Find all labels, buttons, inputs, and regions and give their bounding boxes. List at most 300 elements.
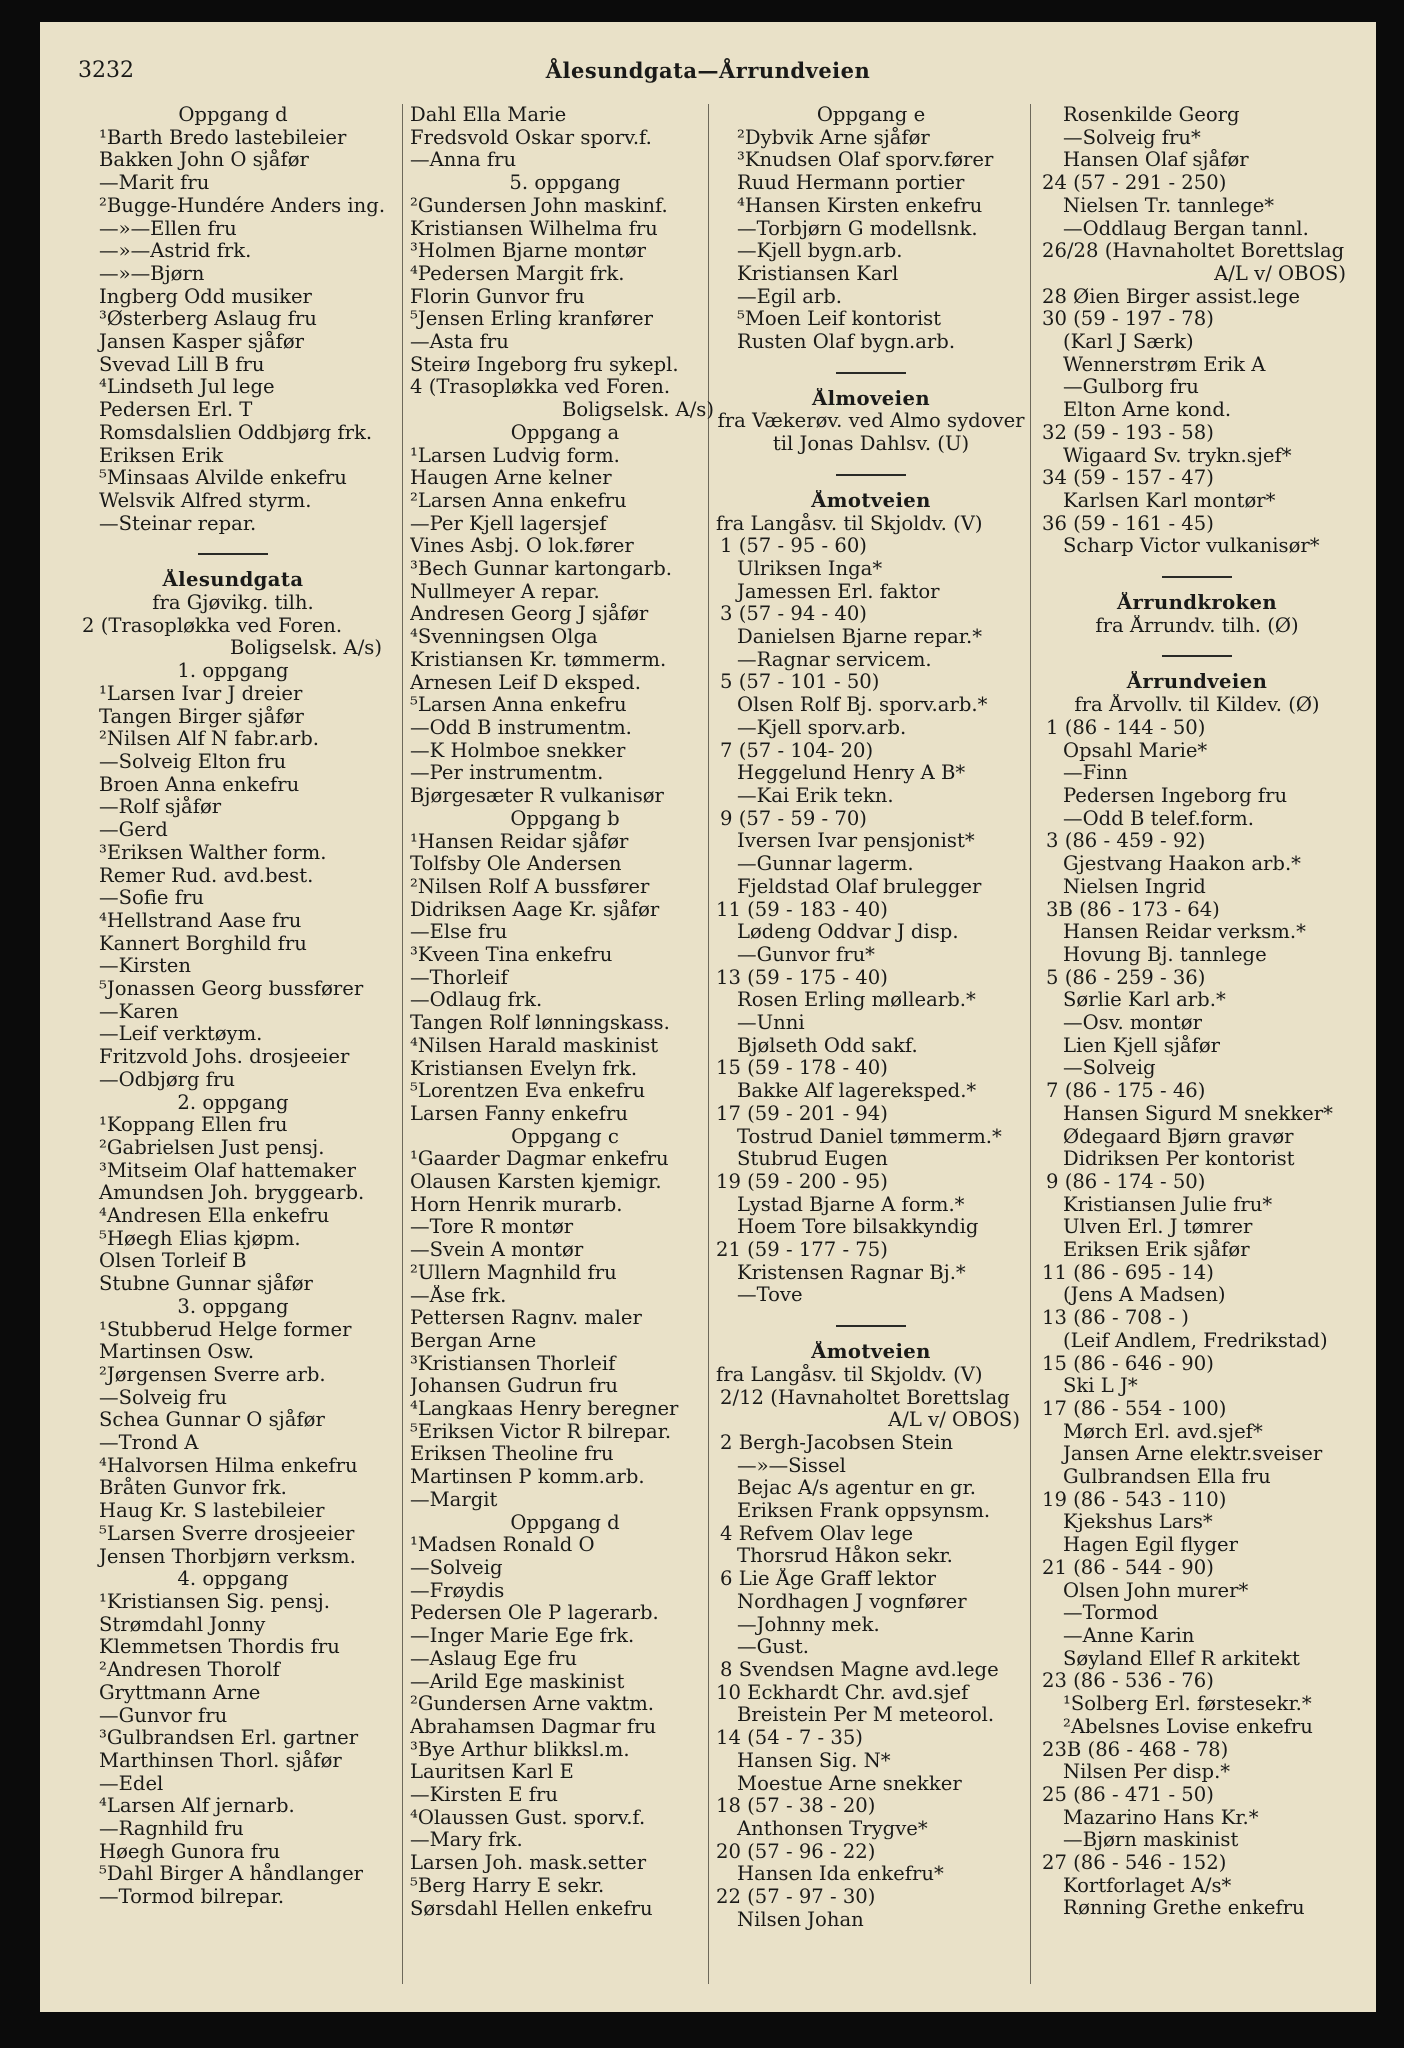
section-rule [198, 553, 268, 555]
entry-line: ³Bye Arthur blikksl.m. [410, 1738, 630, 1761]
resident-entry: Bjølseth Odd sakf. [737, 1034, 918, 1057]
resident-entry: Eriksen Frank oppsynsm. [737, 1500, 991, 1523]
section-rule [836, 372, 906, 374]
entry-line: —Arild Ege maskinist [410, 1670, 625, 1693]
entry-line: Dahl Ella Marie [410, 104, 567, 126]
resident-entry: Fritzvold Johs. drosjeeier [99, 1046, 350, 1069]
resident-entry: Jansen Arne elektr.sveiser [1063, 1443, 1323, 1466]
resident-entry: Thorsrud Håkon sekr. [737, 1545, 953, 1568]
resident-entry: —Unni [737, 1012, 805, 1035]
entry-line: ⁴Langkaas Henry beregner [410, 1398, 679, 1421]
entry-line: Larsen Joh. mask.setter [410, 1852, 647, 1875]
resident-entry: Stubne Gunnar sjåfør [99, 1273, 313, 1296]
resident-entry: —Johnny mek. [737, 1613, 880, 1636]
entry-line: ²Ullern Magnhild fru [410, 1261, 617, 1284]
resident-entry: Didriksen Per kontorist [1063, 1148, 1295, 1171]
resident-entry: ²Andresen Thorolf [99, 1659, 280, 1682]
section-rule [1162, 576, 1232, 578]
entry-line: —Per instrumentm. [410, 762, 604, 785]
house-number-line: 3 (57 - 94 - 40) [720, 603, 867, 626]
resident-entry: ⁴Hansen Kirsten enkefru [737, 194, 983, 217]
entry-line: ²Nilsen Rolf A bussfører [410, 875, 650, 898]
resident-entry: —Solveig [1063, 1057, 1156, 1080]
resident-entry: —Egil arb. [737, 285, 843, 308]
entry-line: —Inger Marie Ege frk. [410, 1625, 635, 1648]
resident-entry: Kristensen Ragnar Bj.* [737, 1261, 966, 1284]
resident-entry: —Sofie fru [99, 887, 204, 910]
resident-entry: Jamessen Erl. faktor [737, 580, 940, 603]
continuation-line: A/L v/ OBOS) [1214, 262, 1346, 285]
resident-entry: Martinsen Osw. [99, 1341, 255, 1364]
resident-entry: Karlsen Karl montør* [1063, 489, 1276, 512]
subheading: Oppgang a [510, 421, 620, 444]
resident-entry: Elton Arne kond. [1063, 399, 1232, 422]
resident-entry: —Steinar repar. [99, 512, 257, 535]
column-divider [1030, 104, 1031, 1984]
street-heading: Årrundkroken [1116, 592, 1278, 615]
subheading: 4. oppgang [177, 1568, 289, 1591]
entry-line: Florin Gunvor fru [410, 285, 585, 308]
entry-line: Lauritsen Karl E [410, 1761, 574, 1784]
resident-entry: ¹Solberg Erl. førstesekr.* [1063, 1693, 1312, 1716]
entry-line: fra Langåsv. til Skjoldv. (V) [716, 1363, 983, 1386]
resident-entry: Hoem Tore bilsakkyndig [737, 1216, 979, 1239]
entry-line: 11 (59 - 183 - 40) [716, 898, 888, 921]
entry-line: Didriksen Aage Kr. sjåfør [410, 898, 660, 921]
column-4 [1042, 104, 1352, 1920]
resident-entry: Wigaard Sv. trykn.sjef* [1063, 444, 1292, 467]
entry-line: 13 (59 - 175 - 40) [716, 966, 888, 989]
resident-entry: Pedersen Ingeborg fru [1063, 784, 1288, 807]
resident-entry: —Gunnar lagerm. [737, 853, 914, 876]
resident-entry: —»—Bjørn [99, 262, 205, 285]
entry-line: Pettersen Ragnv. maler [410, 1307, 642, 1330]
resident-entry: —Kirsten [99, 955, 192, 978]
entry-line: 14 (54 - 7 - 35) [716, 1727, 863, 1750]
house-number-line: 6 Lie Åge Graff lektor [720, 1568, 936, 1591]
entry-line: Nullmeyer A repar. [410, 580, 600, 603]
resident-entry: ⁵Høegh Elias kjøpm. [99, 1227, 301, 1250]
resident-entry: —Odbjørg fru [99, 1068, 235, 1091]
entry-line: 10 Eckhardt Chr. avd.sjef [716, 1681, 969, 1704]
entry-line: —Svein A montør [410, 1239, 584, 1262]
resident-entry: Iversen Ivar pensjonist* [737, 830, 975, 853]
resident-entry: —Gust. [737, 1636, 810, 1659]
resident-entry: Hansen Sig. N* [737, 1749, 891, 1772]
resident-entry: —»—Sissel [737, 1454, 846, 1477]
resident-entry: Gryttmann Arne [99, 1681, 261, 1704]
resident-entry: Ulven Erl. J tømrer [1063, 1216, 1253, 1239]
house-number-line: 5 (57 - 101 - 50) [720, 671, 880, 694]
entry-line: Abrahamsen Dagmar fru [410, 1715, 657, 1738]
resident-entry: Opsahl Marie* [1063, 739, 1208, 762]
resident-entry: —Kjell sporv.arb. [737, 716, 907, 739]
resident-entry: —Kai Erik tekn. [737, 784, 894, 807]
entry-line: 21 (59 - 177 - 75) [716, 1239, 888, 1262]
resident-entry: Heggelund Henry A B* [737, 762, 966, 785]
subheading: fra Årvollv. til Kildev. (Ø) [1074, 694, 1320, 717]
resident-entry: ⁴Halvorsen Hilma enkefru [99, 1454, 358, 1477]
resident-entry: ²Dybvik Arne sjåfør [737, 126, 930, 149]
resident-entry: Hovung Bj. tannlege [1063, 943, 1267, 966]
house-number-line: 3B (86 - 173 - 64) [1046, 898, 1220, 921]
resident-entry: Bråten Gunvor frk. [99, 1477, 287, 1500]
entry-line: Martinsen P komm.arb. [410, 1466, 645, 1489]
resident-entry: —Tormod [1063, 1602, 1159, 1625]
resident-entry: Nielsen Ingrid [1063, 875, 1206, 898]
resident-entry: Olsen Torleif B [99, 1250, 247, 1273]
resident-entry: —Rolf sjåfør [99, 796, 222, 819]
resident-entry: Haug Kr. S lastebileier [99, 1500, 325, 1523]
resident-entry: (Karl J Særk) [1063, 331, 1194, 354]
resident-entry: —Bjørn maskinist [1063, 1829, 1239, 1852]
resident-entry: Gjestvang Haakon arb.* [1063, 853, 1301, 876]
house-number-line: 4 Refvem Olav lege [720, 1522, 914, 1545]
entry-line: ⁴Nilsen Harald maskinist [410, 1034, 659, 1057]
resident-entry: (Leif Andlem, Fredrikstad) [1063, 1329, 1328, 1352]
column-divider [402, 104, 403, 1984]
resident-entry: Lødeng Oddvar J disp. [737, 921, 959, 944]
section-rule [836, 474, 906, 476]
resident-entry: Bakken John O sjåfør [99, 149, 309, 172]
resident-entry: ³Eriksen Walther form. [99, 841, 327, 864]
entry-line: Andresen Georg J sjåfør [410, 603, 649, 626]
entry-line: Sørsdahl Hellen enkefru [410, 1897, 653, 1920]
entry-line: 34 (59 - 157 - 47) [1042, 467, 1214, 490]
entry-line: Kristiansen Wilhelma fru [410, 217, 658, 240]
resident-entry: —Solveig fru [99, 1386, 228, 1409]
resident-entry: —Finn [1063, 762, 1128, 785]
entry-line: ⁴Pedersen Margit frk. [410, 262, 625, 285]
entry-line: 28 Øien Birger assist.lege [1042, 285, 1300, 308]
entry-line: 15 (59 - 178 - 40) [716, 1057, 888, 1080]
resident-entry: ²Abelsnes Lovise enkefru [1063, 1715, 1313, 1738]
resident-entry: Wennerstrøm Erik A [1063, 353, 1266, 376]
entry-line: 21 (86 - 544 - 90) [1042, 1556, 1214, 1579]
resident-entry: (Jens A Madsen) [1063, 1284, 1226, 1307]
entry-line: Eriksen Theoline fru [410, 1443, 614, 1466]
entry-line: Vines Asbj. O lok.fører [410, 535, 634, 558]
directory-page [40, 22, 1376, 2012]
entry-line: Bergan Arne [410, 1329, 537, 1352]
entry-line: —K Holmboe snekker [410, 739, 626, 762]
column-1 [78, 104, 388, 1909]
resident-entry: Eriksen Erik [99, 444, 224, 467]
resident-entry: Rønning Grethe enkefru [1063, 1897, 1305, 1920]
house-number-line: 9 (86 - 174 - 50) [1046, 1170, 1206, 1193]
subheading: fra Årrundv. tilh. (Ø) [1095, 614, 1299, 637]
entry-line: ³Kristiansen Thorleif [410, 1352, 616, 1375]
street-heading: Åmotveien [811, 1341, 931, 1364]
entry-line: —Åse frk. [410, 1284, 507, 1307]
entry-line: Arnesen Leif D eksped. [410, 671, 641, 694]
entry-line: —Odlaug frk. [410, 989, 543, 1012]
house-number-line: 8 Svendsen Magne avd.lege [720, 1659, 999, 1681]
resident-entry: ³Gulbrandsen Erl. gartner [99, 1727, 359, 1750]
entry-line: ⁵Berg Harry E sekr. [410, 1874, 605, 1897]
resident-entry: Nielsen Tr. tannlege* [1063, 194, 1275, 217]
resident-entry: Lien Kjell sjåfør [1063, 1034, 1221, 1057]
entry-line: Johansen Gudrun fru [410, 1375, 618, 1398]
subheading: 3. oppgang [177, 1295, 289, 1318]
house-number-line: 2/12 (Havnaholtet Borettslag [720, 1386, 1010, 1409]
entry-line: 18 (57 - 38 - 20) [716, 1795, 876, 1818]
subheading: fra Gjøvikg. tilh. [152, 592, 314, 615]
resident-entry: Hansen Olaf sjåfør [1063, 149, 1249, 172]
entry-line: 23 (86 - 536 - 76) [1042, 1670, 1214, 1693]
entry-line: 19 (86 - 543 - 110) [1042, 1488, 1227, 1511]
resident-entry: —Solveig fru* [1063, 126, 1201, 149]
entry-line: ²Larsen Anna enkefru [410, 489, 627, 512]
resident-entry: —Ragnhild fru [99, 1818, 244, 1841]
entry-line: 20 (57 - 96 - 22) [716, 1840, 876, 1863]
resident-entry: Ski L J* [1063, 1375, 1138, 1398]
resident-entry: Søyland Ellef R arkitekt [1063, 1647, 1300, 1670]
resident-entry: ⁴Hellstrand Aase fru [99, 909, 302, 932]
resident-entry: Jansen Kasper sjåfør [99, 331, 304, 354]
resident-entry: ⁵Minsaas Alvilde enkefru [99, 467, 347, 490]
street-heading: Årrundveien [1126, 671, 1268, 694]
entry-line: 36 (59 - 161 - 45) [1042, 512, 1214, 535]
street-heading: Åmotveien [811, 489, 931, 512]
resident-entry: Hagen Egil flyger [1063, 1534, 1239, 1557]
entry-line: 4 (Trasopløkka ved Foren. [410, 376, 671, 399]
house-number-line: 7 (86 - 175 - 46) [1046, 1080, 1206, 1103]
entry-line: ⁵Jensen Erling kranfører [410, 308, 653, 331]
subheading: til Jonas Dahlsv. (U) [772, 433, 970, 456]
entry-line: 23B (86 - 468 - 78) [1042, 1738, 1229, 1761]
entry-line: ¹Hansen Reidar sjåfør [410, 830, 629, 853]
entry-line: 11 (86 - 695 - 14) [1042, 1261, 1214, 1284]
column-2 [410, 104, 720, 1920]
entry-line: Olausen Karsten kjemigr. [410, 1171, 662, 1194]
entry-line: —Anna fru [410, 149, 517, 172]
resident-entry: Kortforlaget A/s* [1063, 1874, 1232, 1897]
entry-line: 30 (59 - 197 - 78) [1042, 308, 1214, 331]
resident-entry: Hansen Ida enkefru* [737, 1863, 944, 1886]
resident-entry: Fjeldstad Olaf brulegger [737, 875, 982, 898]
continuation-line: Boligselsk. A/s) [229, 637, 382, 660]
resident-entry: Moestue Arne snekker [737, 1772, 962, 1795]
resident-entry: ³Mitseim Olaf hattemaker [99, 1159, 357, 1182]
house-number-line: 2 (Trasopløkka ved Foren. [82, 614, 343, 637]
resident-entry: Ruud Hermann portier [737, 172, 965, 195]
entry-line: Haugen Arne kelner [410, 467, 612, 490]
resident-entry: ³Knudsen Olaf sporv.fører [737, 149, 994, 172]
entry-line: ⁵Larsen Anna enkefru [410, 694, 627, 717]
entry-line: ²Gundersen Arne vaktm. [410, 1693, 655, 1716]
resident-entry: Rusten Olaf bygn.arb. [737, 331, 956, 354]
resident-entry: —Ragnar servicem. [737, 648, 932, 671]
house-number-line: 9 (57 - 59 - 70) [720, 807, 867, 830]
resident-entry: Bejac A/s agentur en gr. [737, 1477, 976, 1500]
resident-entry: Remer Rud. avd.best. [99, 864, 314, 887]
entry-line: —Mary frk. [410, 1829, 523, 1852]
entry-line: —Else fru [410, 921, 508, 944]
subheading: 2. oppgang [177, 1091, 289, 1114]
resident-entry: ¹Stubberud Helge former [99, 1318, 352, 1341]
resident-entry: ²Gabrielsen Just pensj. [99, 1136, 325, 1159]
entry-line: —Asta fru [410, 331, 509, 354]
entry-line: Horn Henrik murarb. [410, 1193, 623, 1216]
entry-line: 24 (57 - 291 - 250) [1042, 172, 1227, 195]
house-number-line: 1 (86 - 144 - 50) [1046, 716, 1206, 739]
entry-line: ¹Gaarder Dagmar enkefru [410, 1148, 669, 1171]
resident-entry: —Marit fru [99, 172, 210, 195]
resident-entry: —Oddlaug Bergan tannl. [1063, 217, 1309, 240]
subheading: Oppgang c [511, 1125, 619, 1148]
subheading: Oppgang e [816, 104, 926, 126]
resident-entry: Nilsen Per disp.* [1063, 1761, 1231, 1784]
resident-entry: Strømdahl Jonny [99, 1613, 266, 1636]
entry-line: ⁵Eriksen Victor R bilrepar. [410, 1420, 672, 1443]
section-rule [1162, 655, 1232, 657]
subheading: Oppgang b [510, 807, 620, 830]
entry-line: Bjørgesæter R vulkanisør [410, 785, 664, 808]
resident-entry: ²Jørgensen Sverre arb. [99, 1363, 326, 1386]
resident-entry: Tostrud Daniel tømmerm.* [737, 1125, 1002, 1148]
resident-entry: —Gulborg fru [1063, 376, 1199, 399]
continuation-line: A/L v/ OBOS) [888, 1409, 1020, 1432]
page-header [40, 58, 1376, 92]
entry-line: —Solveig [410, 1557, 503, 1579]
entry-line: Tangen Rolf lønningskass. [410, 1012, 670, 1035]
resident-entry: Tangen Birger sjåfør [99, 705, 304, 728]
entry-line: —Kirsten E fru [410, 1784, 559, 1807]
entry-line: —Odd B instrumentm. [410, 716, 632, 739]
resident-entry: Hansen Reidar verksm.* [1063, 921, 1306, 944]
entry-line: —Thorleif [410, 966, 508, 989]
resident-entry: —Karen [99, 1000, 179, 1023]
entry-line: ³Holmen Bjarne montør [410, 240, 647, 263]
resident-entry: ⁴Andresen Ella enkefru [99, 1205, 330, 1228]
resident-entry: Anthonsen Trygve* [737, 1817, 928, 1840]
entry-line: —Margit [410, 1488, 498, 1511]
resident-entry: ⁵Dahl Birger A håndlanger [99, 1863, 364, 1886]
resident-entry: Breistein Per M meteorol. [737, 1704, 995, 1727]
resident-entry: —Kjell bygn.arb. [737, 240, 903, 263]
subheading: Oppgang d [178, 104, 288, 126]
resident-entry: —Solveig Elton fru [99, 750, 287, 773]
resident-entry: ⁴Lindseth Jul lege [99, 376, 275, 399]
column-3 [716, 104, 1026, 1931]
resident-entry: ⁴Larsen Alf jernarb. [99, 1795, 295, 1818]
resident-entry: Lystad Bjarne A form.* [737, 1193, 965, 1216]
resident-entry: Kannert Borghild fru [99, 932, 307, 955]
resident-entry: Welsvik Alfred styrm. [99, 489, 312, 512]
resident-entry: —Tormod bilrepar. [99, 1886, 285, 1909]
resident-entry: Kjekshus Lars* [1063, 1511, 1213, 1534]
resident-entry: ¹Koppang Ellen fru [99, 1114, 288, 1137]
resident-entry: ²Bugge-Hundére Anders ing. [99, 194, 386, 217]
resident-entry: Broen Anna enkefru [99, 773, 300, 796]
resident-entry: —Gunvor fru [99, 1704, 228, 1727]
house-number-line: 2 Bergh-Jacobsen Stein [720, 1431, 953, 1454]
resident-entry: ⁵Larsen Sverre drosjeeier [99, 1522, 355, 1545]
resident-entry: —»—Ellen fru [99, 217, 237, 240]
entry-line: ⁵Lorentzen Eva enkefru [410, 1080, 646, 1103]
resident-entry: Schea Gunnar O sjåfør [99, 1409, 325, 1432]
resident-entry: Jensen Thorbjørn verksm. [99, 1545, 356, 1568]
house-number-line: 7 (57 - 104- 20) [720, 739, 874, 762]
resident-entry: Bakke Alf lagereksped.* [737, 1080, 977, 1103]
entry-line: ¹Larsen Ludvig form. [410, 444, 620, 467]
entry-line: ³Kveen Tina enkefru [410, 944, 613, 967]
resident-entry: Olsen Rolf Bj. sporv.arb.* [737, 694, 988, 717]
resident-entry: Kristiansen Julie fru* [1063, 1193, 1273, 1216]
house-number-line: 1 (57 - 95 - 60) [720, 535, 867, 558]
entry-line: 22 (57 - 97 - 30) [716, 1886, 876, 1909]
resident-entry: Romsdalslien Oddbjørg frk. [99, 421, 373, 444]
resident-entry: Ingberg Odd musiker [99, 285, 312, 308]
resident-entry: —Gerd [99, 819, 168, 842]
resident-entry: Svevad Lill B fru [99, 353, 265, 376]
resident-entry: Danielsen Bjarne repar.* [737, 626, 983, 649]
resident-entry: Gulbrandsen Ella fru [1063, 1466, 1271, 1489]
resident-entry: Marthinsen Thorl. sjåfør [99, 1749, 342, 1772]
entry-line: Kristiansen Evelyn frk. [410, 1057, 638, 1080]
resident-entry: Mazarino Hans Kr.* [1063, 1806, 1259, 1829]
entry-line: ²Gundersen John maskinf. [410, 194, 668, 217]
resident-entry: Hansen Sigurd M snekker* [1063, 1102, 1333, 1125]
resident-entry: Stubrud Eugen [737, 1148, 888, 1171]
house-number-line: 3 (86 - 459 - 92) [1046, 830, 1206, 853]
resident-entry: ⁵Moen Leif kontorist [737, 308, 942, 331]
street-heading: Ålesundgata [162, 569, 304, 592]
entry-line: ¹Madsen Ronald O [410, 1534, 595, 1557]
subheading: 1. oppgang [177, 660, 289, 683]
resident-entry: Nilsen Johan [737, 1908, 864, 1931]
resident-entry: Rosenkilde Georg [1063, 104, 1240, 126]
entry-line: 19 (59 - 200 - 95) [716, 1170, 888, 1193]
resident-entry: —Edel [99, 1772, 164, 1795]
resident-entry: ³Østerberg Aslaug fru [99, 308, 317, 331]
resident-entry: ¹Larsen Ivar J dreier [99, 682, 303, 705]
entry-line: Larsen Fanny enkefru [410, 1102, 628, 1125]
entry-line: —Per Kjell lagersjef [410, 512, 607, 535]
resident-entry: Scharp Victor vulkanisør* [1063, 535, 1320, 558]
resident-entry: Ødegaard Bjørn gravør [1063, 1125, 1294, 1148]
entry-line: Kristiansen Kr. tømmerm. [410, 648, 667, 671]
subheading: fra Vækerøv. ved Almo sydover [717, 410, 1025, 433]
entry-line: —Frøydis [410, 1579, 505, 1602]
subheading: Oppgang d [510, 1511, 620, 1534]
resident-entry: —Odd B telef.form. [1063, 807, 1254, 830]
entry-line: 26/28 (Havnaholtet Borettslag [1042, 240, 1345, 263]
continuation-line: Boligselsk. A/s) [561, 399, 714, 422]
resident-entry: Nordhagen J vognfører [737, 1590, 967, 1613]
resident-entry: Kristiansen Karl [737, 262, 899, 285]
resident-entry: Olsen John murer* [1063, 1579, 1249, 1602]
entry-line: 25 (86 - 471 - 50) [1042, 1783, 1214, 1806]
entry-line: Tolfsby Ole Andersen [410, 853, 622, 876]
resident-entry: Høegh Gunora fru [99, 1840, 281, 1863]
entry-line: 17 (86 - 554 - 100) [1042, 1397, 1227, 1420]
resident-entry: ²Nilsen Alf N fabr.arb. [99, 728, 320, 751]
resident-entry: Eriksen Erik sjåfør [1063, 1239, 1250, 1262]
resident-entry: Mørch Erl. avd.sjef* [1063, 1420, 1263, 1443]
resident-entry: Pedersen Erl. T [99, 399, 253, 422]
entry-line: 27 (86 - 546 - 152) [1042, 1852, 1227, 1875]
resident-entry: ¹Kristiansen Sig. pensj. [99, 1591, 330, 1613]
resident-entry: —Trond A [99, 1432, 199, 1455]
section-rule [836, 1325, 906, 1327]
resident-entry: Ulriksen Inga* [737, 557, 883, 580]
entry-line: —Aslaug Ege fru [410, 1647, 578, 1670]
entry-line: Fredsvold Oskar sporv.f. [410, 126, 652, 149]
resident-entry: —Gunvor fru* [737, 943, 875, 966]
entry-line: 32 (59 - 193 - 58) [1042, 421, 1214, 444]
